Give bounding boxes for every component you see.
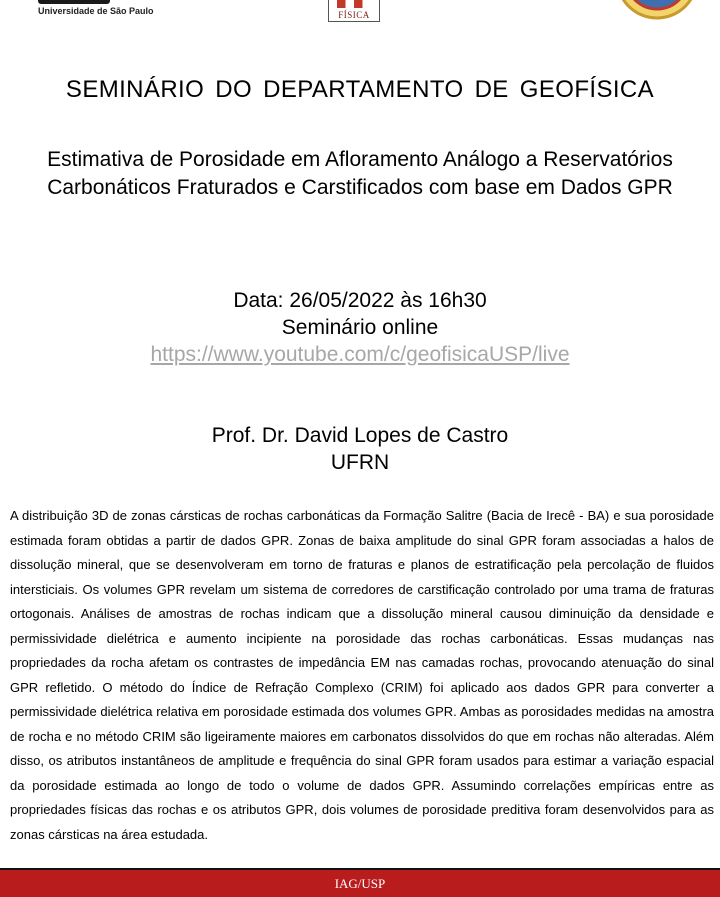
abstract-text: A distribuição 3D de zonas cársticas de rochas carbonáticas da Formação Salitre (Bacia de Irecê - BA) e sua porosidade estimada foram obtidas a partir de dados GPR. Zonas de baixa amplitude do sinal GPR foram associadas a halos de dissolução mineral, que se desenvolveram em torno de fraturas e planos de estratificação pela percolação de fluidos intersticiais. Os volumes GPR revelam um sistema de corredores de carstificação controlado por uma trama de fraturas ortogonais. Análises de amostras de rochas indicam que a dissolução mineral causou diminuição da densidade e permissividade dielétrica e aumento incipiente na porosidade das rochas carbonáticas. Essas mudanças nas propriedades da rocha afetam os contrastes de impedância EM nas camadas rochas, provocando atenuação do sinal GPR refletido. O método do Índice de Refração Complexo (CRIM) foi aplicado aos dados GPR para converter a permissividade dielétrica relativa em porosidade estimada dos volumes GPR. Ambas as porosidades medidas na amostra de rocha e no método CRIM são ligeiramente maiores em carbonatos dissolvidos do que em rochas não alteradas. Além disso, os atributos instantâneos de amplitude e frequência do sinal GPR foram usados para estimar a variação espacial da porosidade estimada ao longo de todo o volume de dados GPR. Assumindo correlações empíricas entre as propriedades físicas das rochas e os atributos GPR, dois volumes de porosidade preditiva foram desenvolvidos para as zonas cársticas na área estudada.	[10, 508, 714, 842]
fisica-logo-mark	[337, 0, 371, 8]
talk-title-line-1: Estimativa de Porosidade em Afloramento Análogo a Reservatórios	[47, 148, 673, 171]
event-date: Data: 26/05/2022 às 16h30	[233, 289, 487, 312]
event-format: Seminário online	[281, 316, 439, 339]
seminar-title: SEMINÁRIO DO DEPARTAMENTO DE GEOFÍSICA	[65, 76, 655, 103]
talk-title	[0, 146, 720, 202]
speaker-institution: UFRN	[330, 451, 390, 474]
event-info	[0, 287, 720, 368]
speaker-info	[0, 422, 720, 476]
fisica-logo	[328, 0, 380, 22]
youtube-live-link[interactable]: https://www.youtube.com/c/geofisicaUSP/live	[150, 343, 570, 366]
footer-bar	[0, 868, 720, 897]
fisica-logo-caption: FÍSICA	[338, 10, 370, 20]
institutional-seal-logo	[616, 0, 698, 22]
usp-logo	[38, 0, 158, 18]
usp-logo-caption: Universidade de São Paulo	[38, 6, 154, 16]
talk-title-line-2: Carbonáticos Fraturados e Carstificados com base em Dados GPR	[47, 176, 673, 199]
footer-label: IAG/USP	[334, 876, 386, 891]
usp-logo-mark	[38, 0, 110, 4]
speaker-name: Prof. Dr. David Lopes de Castro	[211, 424, 509, 447]
